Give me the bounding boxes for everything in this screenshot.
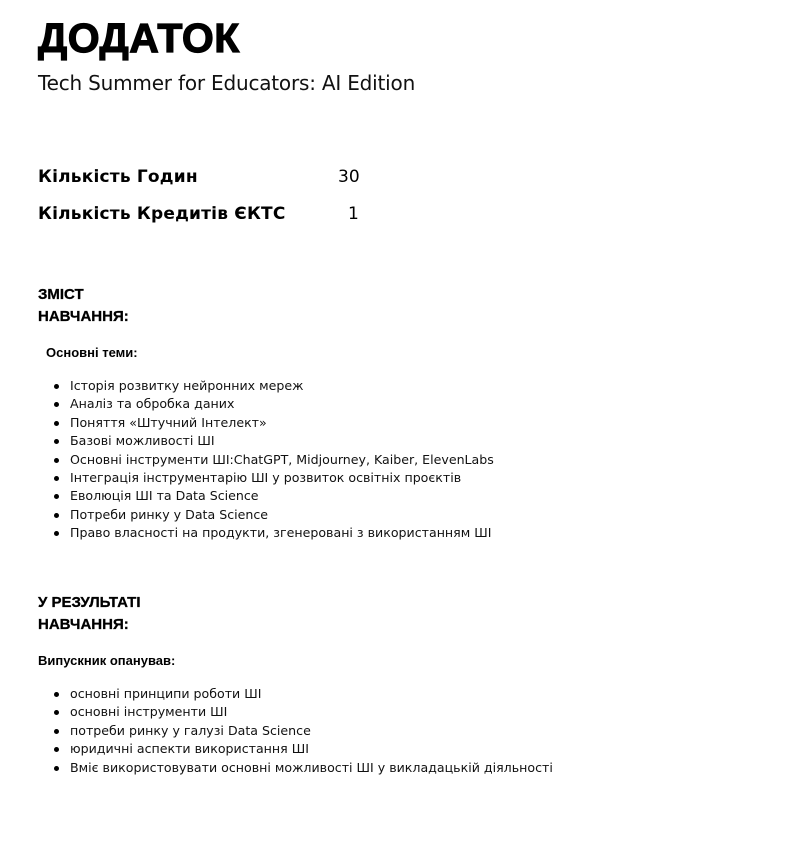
page-subtitle: Tech Summer for Educators: AI Edition [38, 71, 416, 95]
content-heading-line1: ЗМІСТ [38, 286, 84, 303]
list-item: Аналіз та обробка даних [38, 395, 494, 413]
content-heading-line2: НАВЧАННЯ: [38, 308, 129, 325]
content-subheading: Основні теми: [46, 345, 138, 360]
list-item: юридичні аспекти використання ШІ [38, 740, 553, 758]
bullet-icon [54, 692, 59, 697]
bullet-icon [54, 476, 59, 481]
stat-credits-row [38, 201, 438, 227]
content-topics-list [38, 377, 494, 543]
list-item: потреби ринку у галузі Data Science [38, 722, 553, 740]
bullet-icon [54, 747, 59, 752]
bullet-icon [54, 402, 59, 407]
list-item: Еволюція ШІ та Data Science [38, 487, 494, 505]
list-item: Потреби ринку у Data Science [38, 506, 494, 524]
list-item: основні принципи роботи ШІ [38, 685, 553, 703]
results-subheading: Випускник опанував: [38, 653, 176, 668]
bullet-icon [54, 729, 59, 734]
list-item: Поняття «Штучний Інтелект» [38, 414, 494, 432]
bullet-icon [54, 439, 59, 444]
bullet-icon [54, 531, 59, 536]
list-item: Історія розвитку нейронних мереж [38, 377, 494, 395]
stat-credits-label: Кількість Кредитів ЄКТС [38, 204, 286, 224]
results-heading-line2: НАВЧАННЯ: [38, 616, 129, 633]
bullet-icon [54, 494, 59, 499]
bullet-icon [54, 513, 59, 518]
stat-hours-value: 30 [338, 167, 360, 187]
list-item: Вміє використовувати основні можливості ШІ у викладацькій діяльності [38, 759, 553, 777]
list-item: Інтеграція інструментарію ШІ у розвиток освітніх проєктів [38, 469, 494, 487]
bullet-icon [54, 458, 59, 463]
list-item: Основні інструменти ШІ:ChatGPT, Midjourney, Kaiber, ElevenLabs [38, 451, 494, 469]
list-item: основні інструменти ШІ [38, 703, 553, 721]
bullet-icon [54, 710, 59, 715]
list-item: Право власності на продукти, згенеровані з використанням ШІ [38, 524, 494, 542]
stat-hours-label: Кількість Годин [38, 167, 198, 187]
stat-hours-row [38, 164, 438, 190]
bullet-icon [54, 766, 59, 771]
page-title: ДОДАТОК [38, 15, 240, 61]
list-item: Базові можливості ШІ [38, 432, 494, 450]
stat-credits-value: 1 [348, 204, 359, 224]
bullet-icon [54, 421, 59, 426]
bullet-icon [54, 384, 59, 389]
results-outcomes-list [38, 685, 553, 777]
results-heading-line1: У РЕЗУЛЬТАТІ [38, 594, 141, 611]
